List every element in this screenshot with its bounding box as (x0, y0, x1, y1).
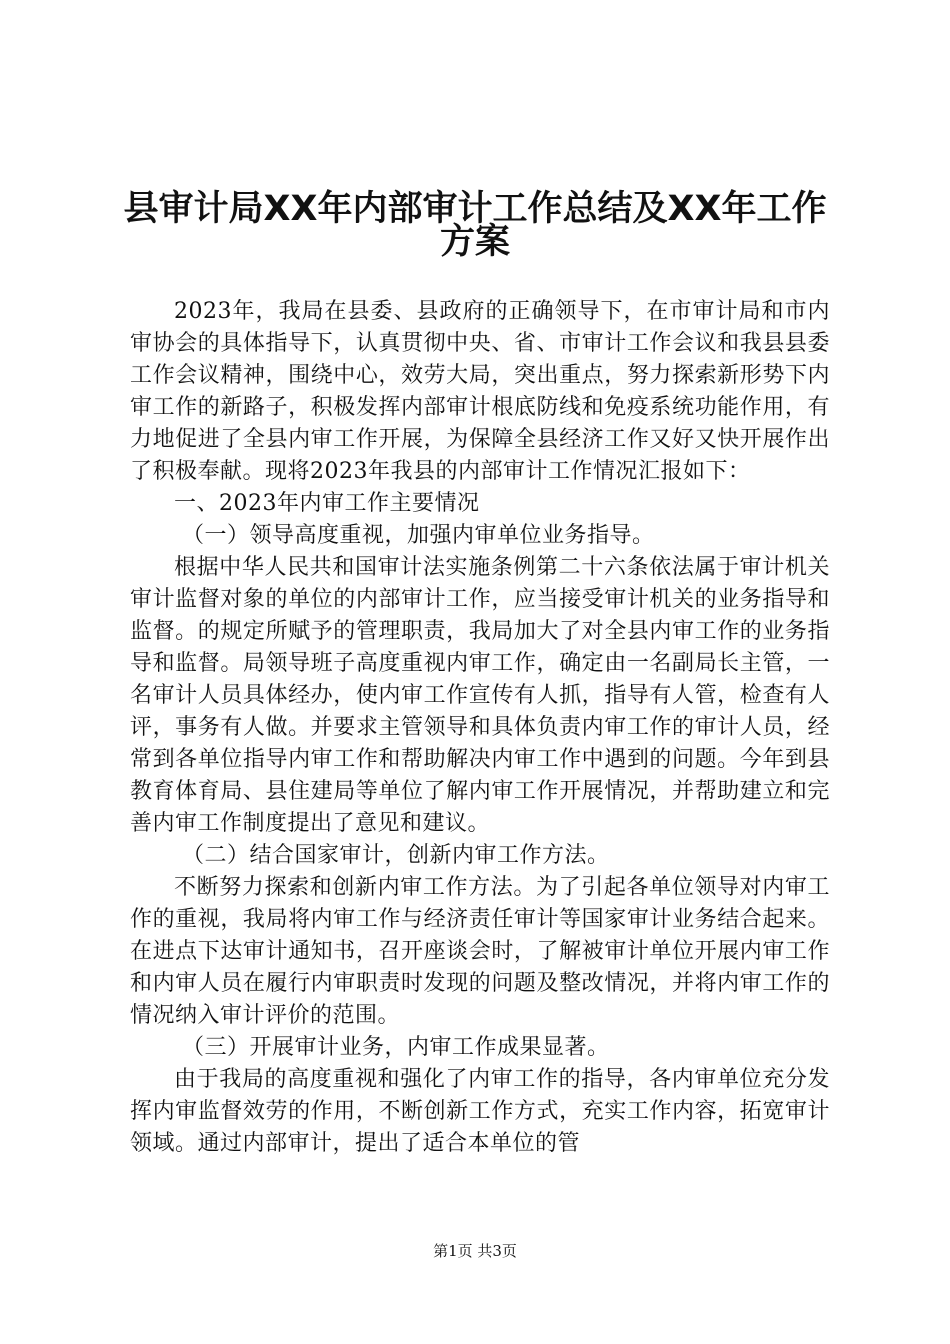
document-title-line-1: 县审计局XX年内部审计工作总结及XX年工作 (123, 189, 827, 229)
subsection-2-paragraph: 不断努力探索和创新内审工作方法。为了引起各单位领导对内审工作的重视，我局将内审工作与经济责任审计等国家审计业务结合起来。在进点下达审计通知书，召开座谈会时，了解被审计单位开展内审工作和内审人员在履行内审职责时发现的问题及整改情况，并将内审工作的情况纳入审计评价的范围。 (130, 875, 830, 1028)
subsection-heading-3: （三）开展审计业务，内审工作成果显著。 (182, 1035, 610, 1060)
subsection-3-paragraph: 由于我局的高度重视和强化了内审工作的指导，各内审单位充分发挥内审监督效劳的作用，不断创新工作方式，充实工作内容，拓宽审计领域。通过内部审计，提出了适合本单位的管 (130, 1067, 830, 1156)
document-body (130, 296, 830, 1160)
page-number-footer: 第1页 共3页 (433, 1242, 517, 1260)
subsection-heading-2: （二）结合国家审计，创新内审工作方法。 (182, 843, 610, 868)
document-title-line-2: 方案 (439, 222, 510, 262)
subsection-1-paragraph: 根据中华人民共和国审计法实施条例第二十六条依法属于审计机关审计监督对象的单位的内部审计工作，应当接受审计机关的业务指导和监督。的规定所赋予的管理职责，我局加大了对全县内审工作的业务指导和监督。局领导班子高度重视内审工作，确定由一名副局长主管，一名审计人员具体经办，使内审工作宣传有人抓，指导有人管，检查有人评，事务有人做。并要求主管领导和具体负责内审工作的审计人员，经常到各单位指导内审工作和帮助解决内审工作中遇到的问题。今年到县教育体育局、县住建局等单位了解内审工作开展情况，并帮助建立和完善内审工作制度提出了意见和建议。 (130, 555, 830, 836)
subsection-heading-1: （一）领导高度重视，加强内审单位业务指导。 (182, 523, 655, 548)
intro-paragraph: 2023年，我局在县委、县政府的正确领导下，在市审计局和市内审协会的具体指导下，认真贯彻中央、省、市审计工作会议和我县县委工作会议精神，围绕中心，效劳大局，突出重点，努力探索新形势下内审工作的新路子，积极发挥内部审计根底防线和免疫系统功能作用，有力地促进了全县内审工作开展，为保障全县经济工作又好又快开展作出了积极奉献。现将2023年我县的内部审计工作情况汇报如下： (130, 299, 830, 484)
section-heading-1: 一、2023年内审工作主要情况 (174, 491, 480, 516)
